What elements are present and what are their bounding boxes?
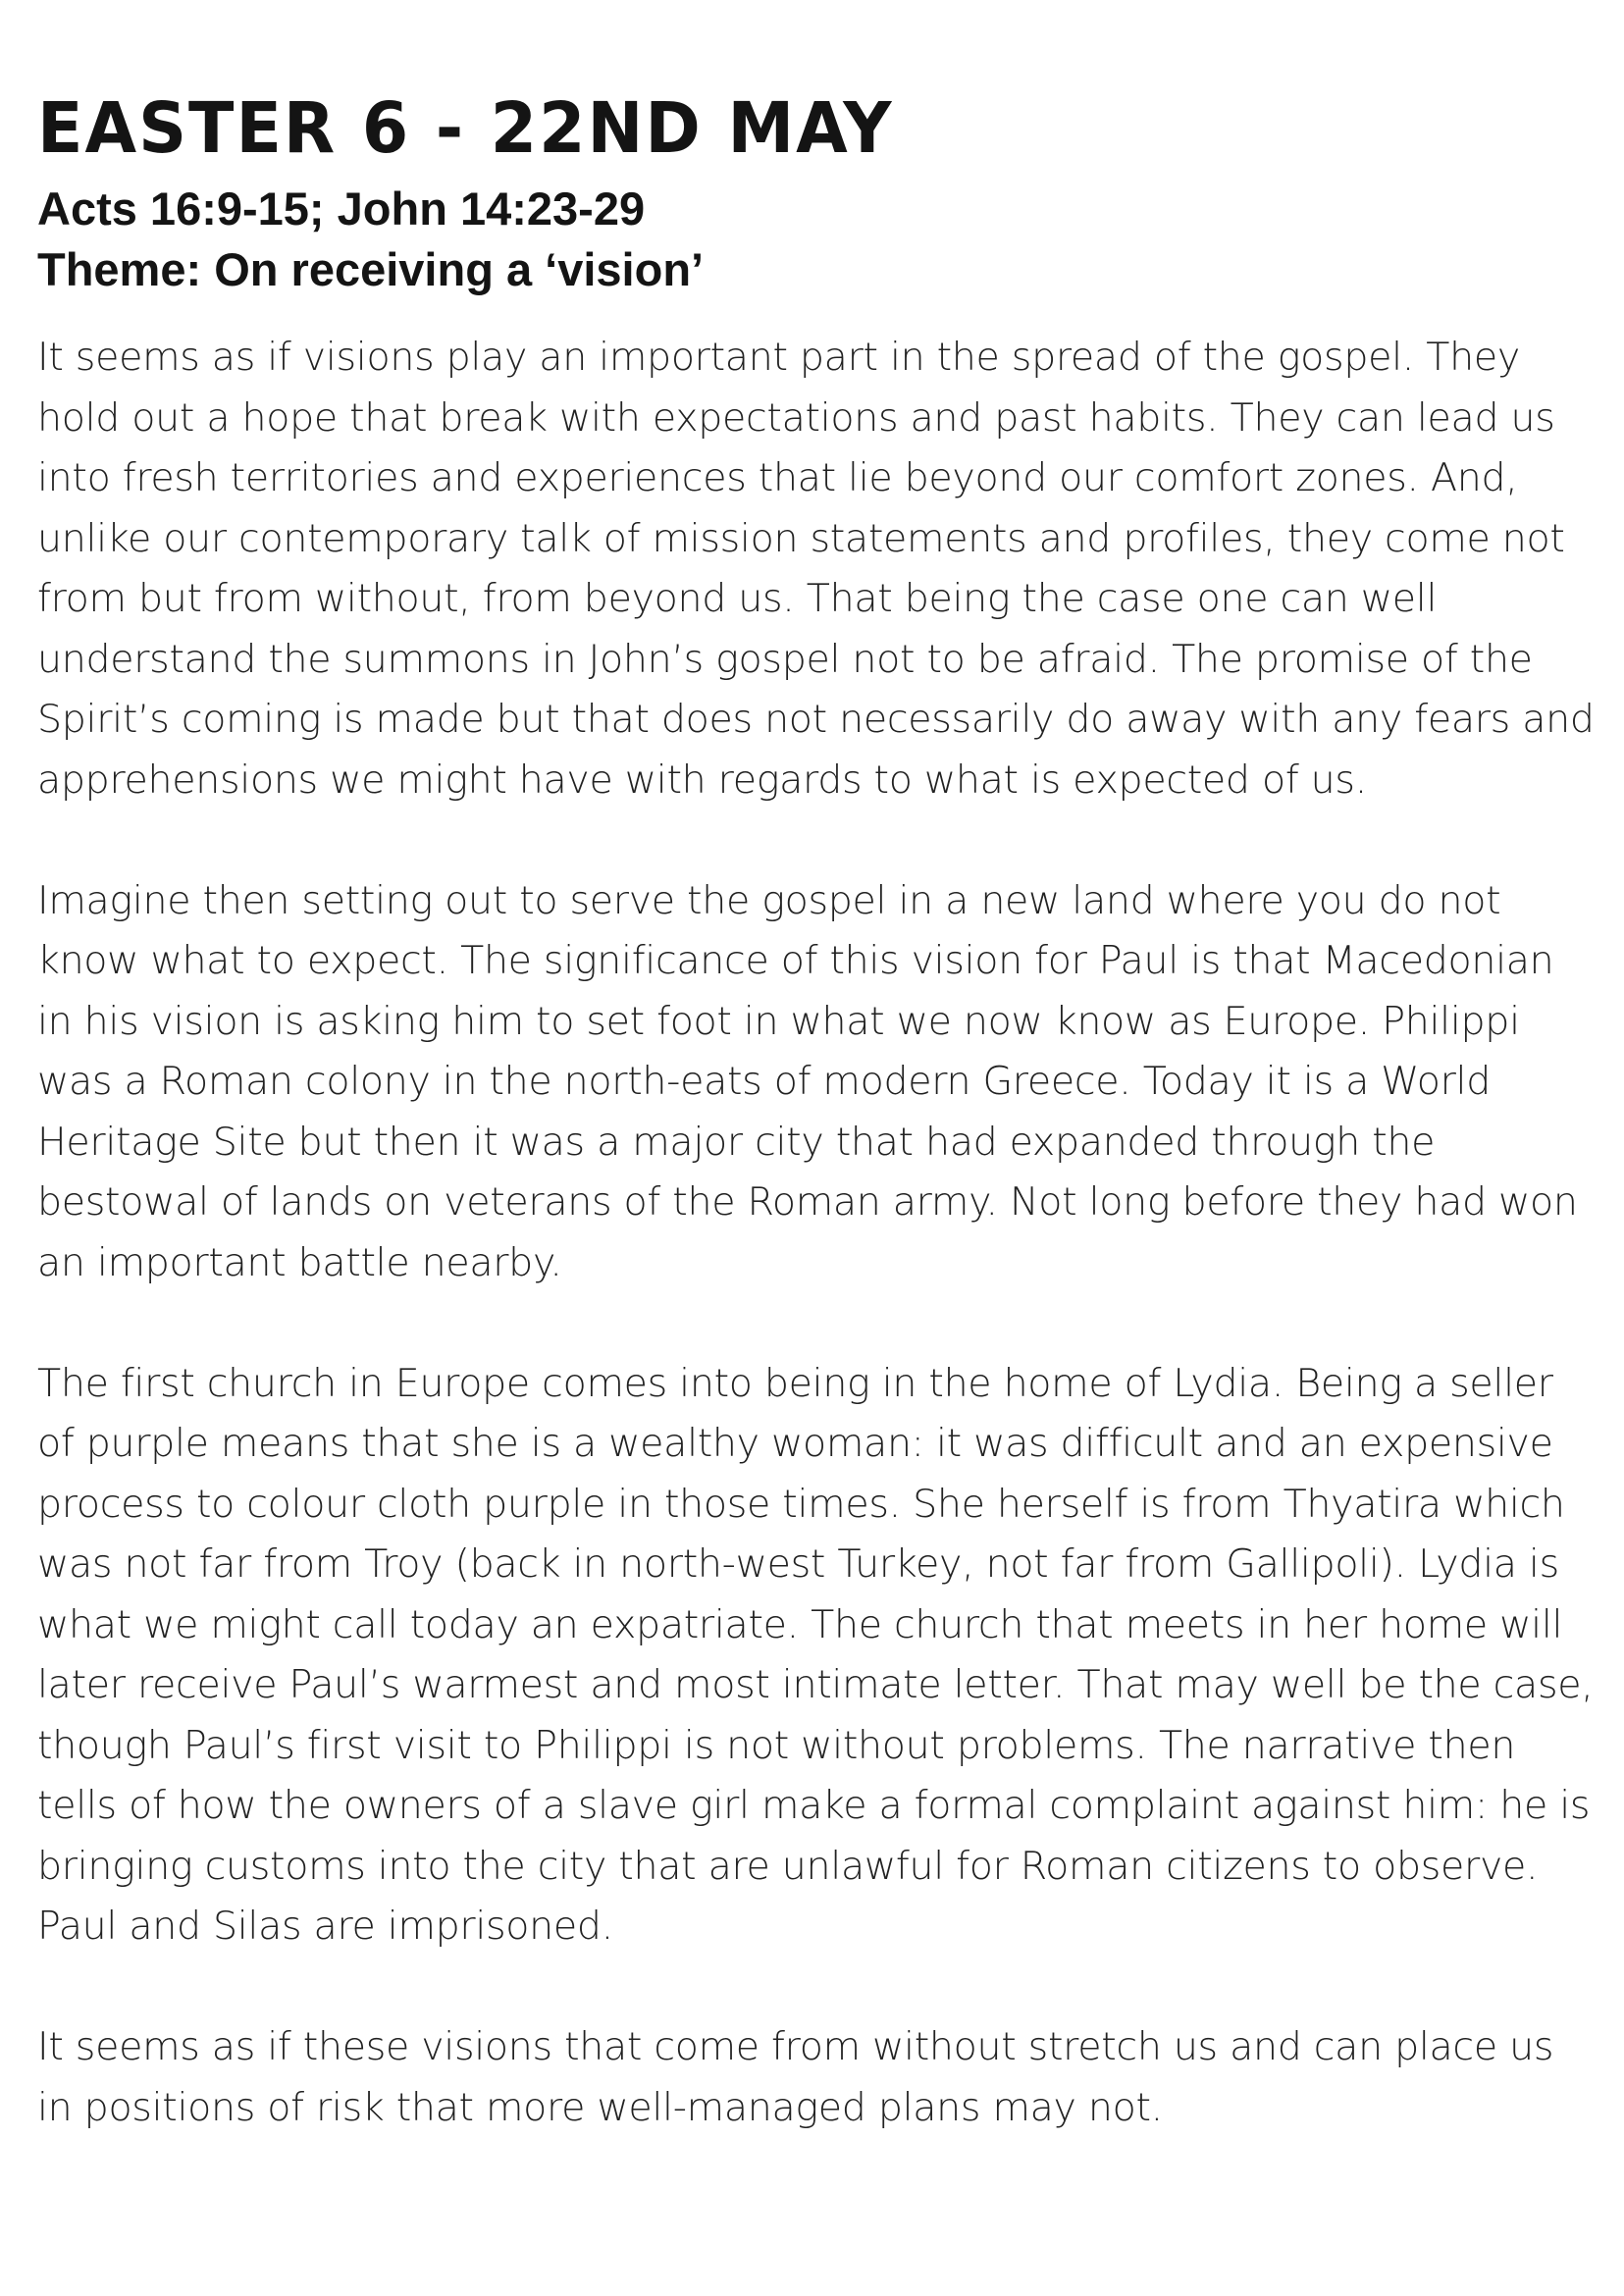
paragraph-4: It seems as if these visions that come from without stretch us and can place us in positions of risk that more well-managed plans may not. (37, 2024, 1554, 2130)
readings-reference: Acts 16:9-15; John 14:23-29 (37, 183, 646, 235)
paragraph-2: Imagine then setting out to serve the gospel in a new land where you do not know what to expect. The significance of this vision for Paul is that Macedonian in his vision is asking him to set foot in what we now know as Europe. Philippi was a Roman colony in the north-eats of modern Greece. Today it is a World Heritage Site but then it was a major city that had expanded through the bestowal of lands on veterans of the Roman army. Not long before they had won an important battle nearby. (37, 877, 1578, 1285)
theme-heading: Theme: On receiving a ‘vision’ (37, 243, 705, 295)
paragraph-3: The first church in Europe comes into being in the home of Lydia. Being a seller of purple means that she is a wealthy woman: it was difficult and an expensive process to colour cloth purple in those times. She herself is from Thyatira which was not far from Troy (back in north-west Turkey, not far from Gallipoli). Lydia is what we might call today an expatriate. The church that meets in her home will later receive Paul’s warmest and most intimate letter. That may well be the case, though Paul’s first visit to Philippi is not without problems. The narrative then tells of how the owners of a slave girl make a formal complaint against him: he is bringing customs into the city that are unlawful for Roman citizens to observe. Paul and Silas are imprisoned. (37, 1360, 1594, 1949)
paragraph-1: It seems as if visions play an important part in the spread of the gospel. They hold out a hope that break with expectations and past habits. They can lead us into fresh territories and experiences that lie beyond our comfort zones. And, unlike our contemporary talk of mission statements and profiles, they come not from but from without, from beyond us. That being the case one can well understand the summons in John’s gospel not to be afraid. The promise of the Spirit’s coming is made but that does not necessarily do away with any fears and apprehensions we might have with regards to what is expected of us. (37, 335, 1595, 803)
page-title: EASTER 6 - 22ND MAY (37, 87, 894, 170)
document-page (37, 87, 1598, 2199)
body-text (37, 328, 1598, 2138)
